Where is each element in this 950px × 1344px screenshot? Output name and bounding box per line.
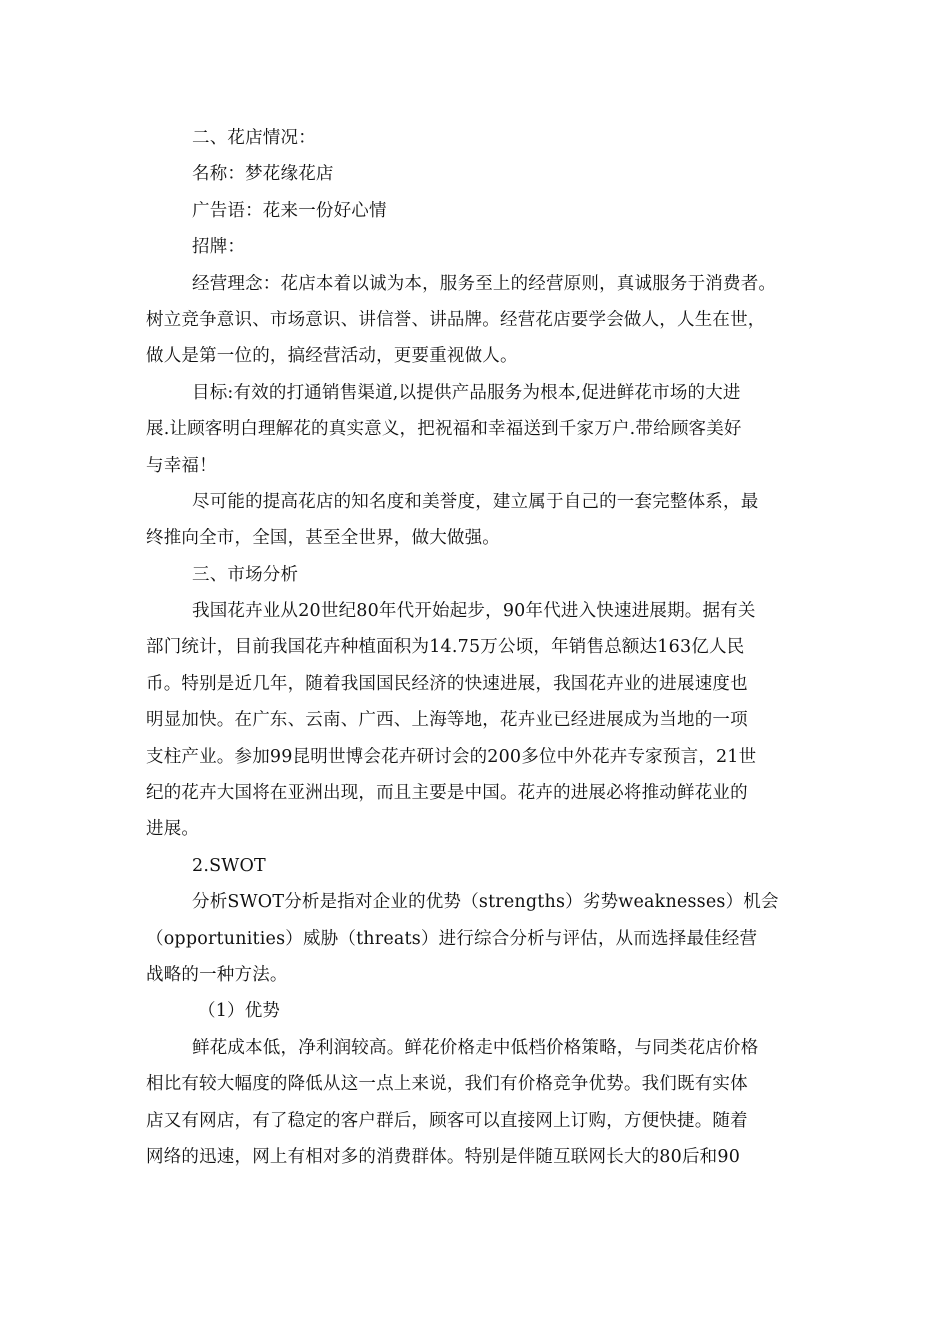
- text-line: 我国花卉业从20世纪80年代开始起步，90年代进入快速进展期。据有关: [192, 601, 756, 622]
- text-line: 尽可能的提高花店的知名度和美誉度，建立属于自己的一套完整体系，最: [192, 491, 759, 512]
- text-line: 网络的迅速，网上有相对多的消费群体。特别是伴随互联网长大的80后和90: [146, 1146, 741, 1167]
- text-line: （1）优势: [198, 1001, 281, 1022]
- text-line: 二、花店情况：: [192, 128, 316, 148]
- text-line: 招牌：: [192, 237, 246, 258]
- text-line: 名称：梦花缘花店: [192, 164, 334, 185]
- text-line: 与幸福！: [146, 455, 217, 476]
- text-line: （opportunities）威胁（threats）进行综合分析与评估，从而选择最佳经营: [146, 928, 758, 949]
- text-line: 明显加快。在广东、云南、广西、上海等地，花卉业已经进展成为当地的一项: [146, 710, 748, 731]
- text-line: 店又有网店，有了稳定的客户群后，顾客可以直接网上订购，方便快捷。随着: [146, 1110, 748, 1131]
- text-line: 经营理念：花店本着以诚为本，服务至上的经营原则，真诚服务于消费者。: [192, 273, 777, 294]
- text-line: 支柱产业。参加99昆明世博会花卉研讨会的200多位中外花卉专家预言，21世: [146, 746, 757, 767]
- text-line: 做人是第一位的，搞经营活动，更要重视做人。: [146, 346, 518, 367]
- text-line: 分析SWOT分析是指对企业的优势（strengths）劣势weaknesses）机会: [192, 892, 779, 913]
- text-line: 战略的一种方法。: [146, 964, 288, 985]
- text-line: 目标:有效的打通销售渠道,以提供产品服务为根本,促进鲜花市场的大进: [192, 382, 741, 403]
- text-line: 部门统计，目前我国花卉种植面积为14.75万公顷，年销售总额达163亿人民: [146, 637, 745, 658]
- text-line: 纪的花卉大国将在亚洲出现，而且主要是中国。花卉的进展必将推动鲜花业的: [146, 783, 748, 804]
- text-line: 进展。: [146, 819, 200, 840]
- text-line: 相比有较大幅度的降低从这一点上来说，我们有价格竞争优势。我们既有实体: [146, 1074, 748, 1095]
- text-line: 三、市场分析: [192, 564, 299, 585]
- document-body: [146, 120, 811, 1175]
- text-line: 树立竞争意识、市场意识、讲信誉、讲品牌。经营花店要学会做人，人生在世，: [146, 309, 766, 330]
- text-line: 广告语：花来一份好心情: [192, 200, 387, 221]
- text-line: 币。特别是近几年，随着我国国民经济的快速进展，我国花卉业的进展速度也: [146, 673, 748, 694]
- text-line: 终推向全市，全国，甚至全世界，做大做强。: [146, 528, 500, 549]
- text-line: 鲜花成本低，净利润较高。鲜花价格走中低档价格策略，与同类花店价格: [192, 1037, 759, 1058]
- text-line: 2.SWOT: [192, 855, 266, 876]
- text-line: 展.让顾客明白理解花的真实意义，把祝福和幸福送到千家万户.带给顾客美好: [146, 419, 742, 440]
